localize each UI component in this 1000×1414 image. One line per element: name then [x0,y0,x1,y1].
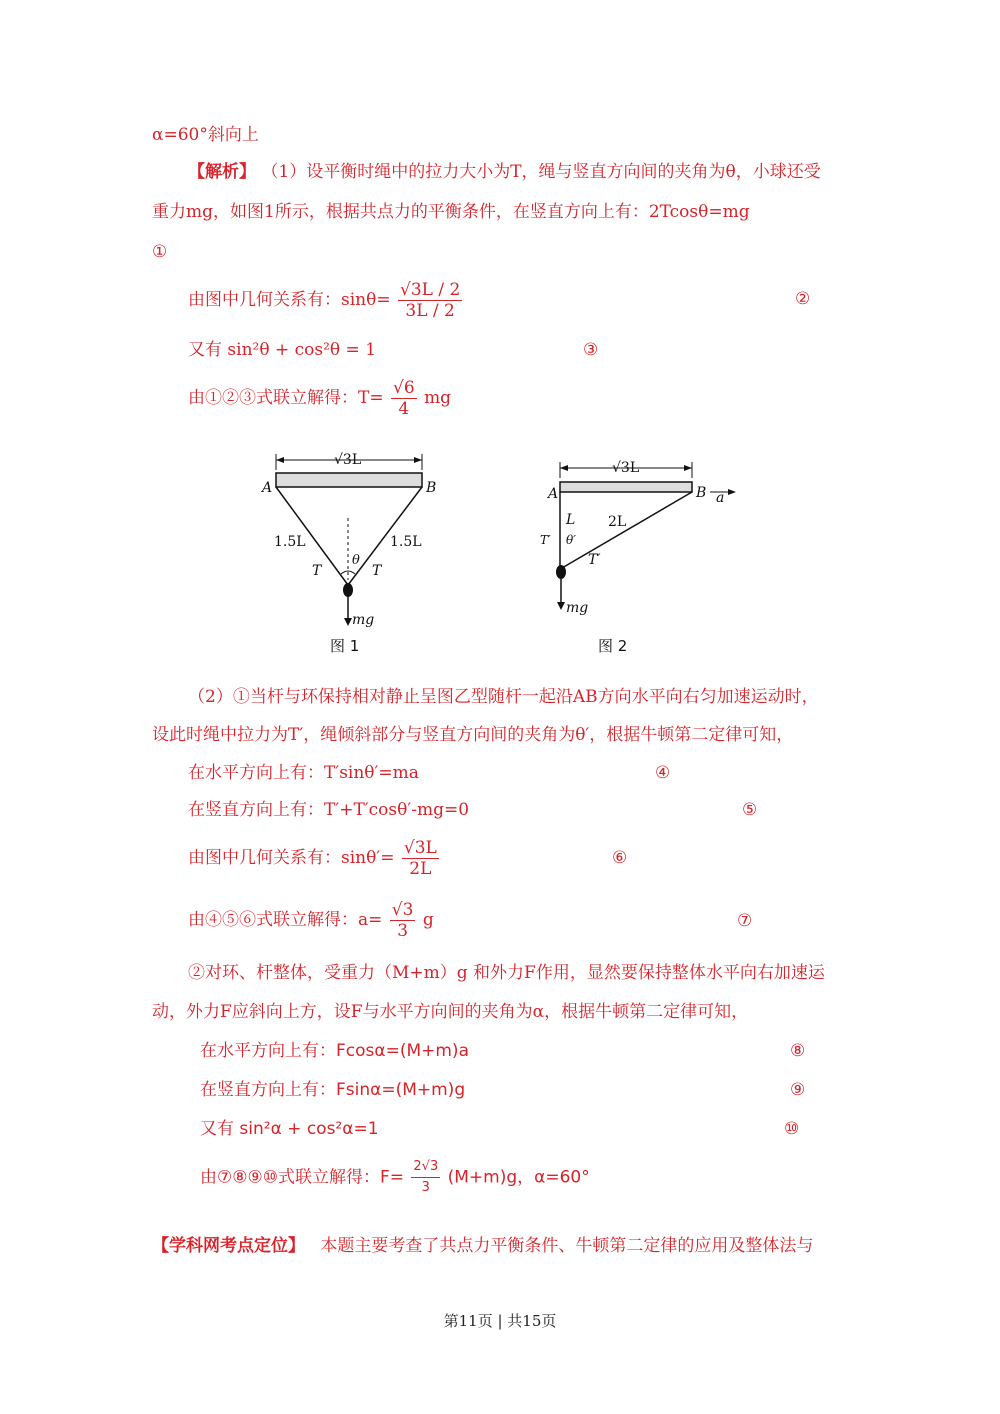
figure-2 [540,440,750,660]
fig1-top-label: √3L [334,452,362,468]
fraction: $\frac{√3}{3}$ [391,900,414,941]
key-point-heading: 【学科网考点定位】 [152,1236,305,1256]
analysis-line-2b: ① [152,242,168,262]
key-point-line [152,1234,813,1258]
figure-1 [240,440,470,660]
equation-identity-theta: 又有 sin²θ + cos²θ = 1 [188,340,377,360]
fraction: $\frac{√6}{4}$ [393,378,415,419]
fraction: $\frac{√3L / 2}{3L / 2}$ [400,280,461,321]
fig2-T-left: T′ [540,533,551,547]
part3-line-1: ②对环、杆整体，受重力（M+m）g 和外力F作用，显然要保持整体水平向右加速运 [188,963,825,983]
fig2-accel: a [716,490,725,506]
page-footer: 第11页 | 共15页 [443,1312,557,1330]
eq-mark-8: ⑧ [790,1041,806,1061]
eq-mark-3: ③ [583,340,599,360]
answer-line: α=60°斜向上 [152,125,259,145]
fig2-label-A: A [548,486,559,502]
fig1-mg: mg [352,612,375,628]
part2-eq-sin-theta: 由图中几何关系有：sinθ′= $\frac{√3L}{2L}$ [188,838,437,879]
eq-mark-6: ⑥ [612,848,628,868]
fig2-T-right: T′ [588,552,601,568]
fig2-theta: θ′ [566,533,576,547]
part2-eq-vertical: 在竖直方向上有：T′+T′cosθ′-mg=0 [188,800,470,820]
fraction: $\frac{2√3}{3}$ [413,1159,439,1195]
fig2-L: L [566,512,576,528]
equation-T-result: 由①②③式联立解得：T= $\frac{√6}{4}$ mg [188,378,452,419]
fig2-caption: 图 2 [598,637,628,655]
fig2-mg: mg [566,600,589,616]
eq-mark-5: ⑤ [742,800,758,820]
part2-eq-horizontal: 在水平方向上有：T′sinθ′=ma [188,763,419,783]
analysis-line-1 [188,160,821,184]
eq-mark-4: ④ [655,763,671,783]
part3-eq-identity: 又有 sin²α + cos²α=1 [200,1119,379,1139]
fig2-2L: 2L [608,514,627,530]
part2-line-1: （2）①当杆与环保持相对静止呈图乙型随杆一起沿AB方向水平向右匀加速运动时， [188,687,819,707]
part3-eq-vertical: 在竖直方向上有：Fsinα=(M+m)g [200,1080,466,1100]
eq-mark-10: ⑩ [784,1119,800,1139]
analysis-line-2: 重力mg，如图1所示，根据共点力的平衡条件，在竖直方向上有：2Tcosθ=mg [152,202,750,222]
part2-eq-a-result: 由④⑤⑥式联立解得：a= $\frac{√3}{3}$ g [188,900,434,941]
fig1-theta: θ [352,553,360,568]
equation-sin-theta: 由图中几何关系有：sinθ= $\frac{√3L / 2}{3L / 2}$ [188,280,461,321]
part3-eq-horizontal: 在水平方向上有：Fcosα=(M+m)a [200,1041,469,1061]
fig2-label-B: B [696,485,707,501]
fig1-T-left: T [312,563,322,579]
fig1-label-A: A [262,480,273,496]
fraction: $\frac{√3L}{2L}$ [403,838,437,879]
key-point-text: 本题主要考查了共点力平衡条件、牛顿第二定律的应用及整体法与 [320,1236,814,1256]
fig1-left-length: 1.5L [274,534,306,550]
eq-mark-9: ⑨ [790,1080,806,1100]
fig1-right-length: 1.5L [390,534,422,550]
part2-line-2: 设此时绳中拉力为T′，绳倾斜部分与竖直方向间的夹角为θ′，根据牛顿第二定律可知， [152,725,794,745]
part3-eq-F-result: 由⑦⑧⑨⑩式联立解得：F= $\frac{2√3}{3}$ (M+m)g，α=60° [200,1157,590,1198]
fig1-caption: 图 1 [330,637,360,655]
fig1-T-right: T [372,563,382,579]
fig1-label-B: B [426,480,437,496]
analysis-text-1: （1）设平衡时绳中的拉力大小为T，绳与竖直方向间的夹角为θ，小球还受 [261,162,821,182]
eq-mark-2: ② [795,289,811,309]
part3-line-2: 动，外力F应斜向上方，设F与水平方向间的夹角为α，根据牛顿第二定律可知， [152,1002,749,1022]
fig2-top-label: √3L [612,460,640,476]
analysis-heading: 【解析】 [188,162,256,182]
eq-mark-7: ⑦ [737,911,753,931]
